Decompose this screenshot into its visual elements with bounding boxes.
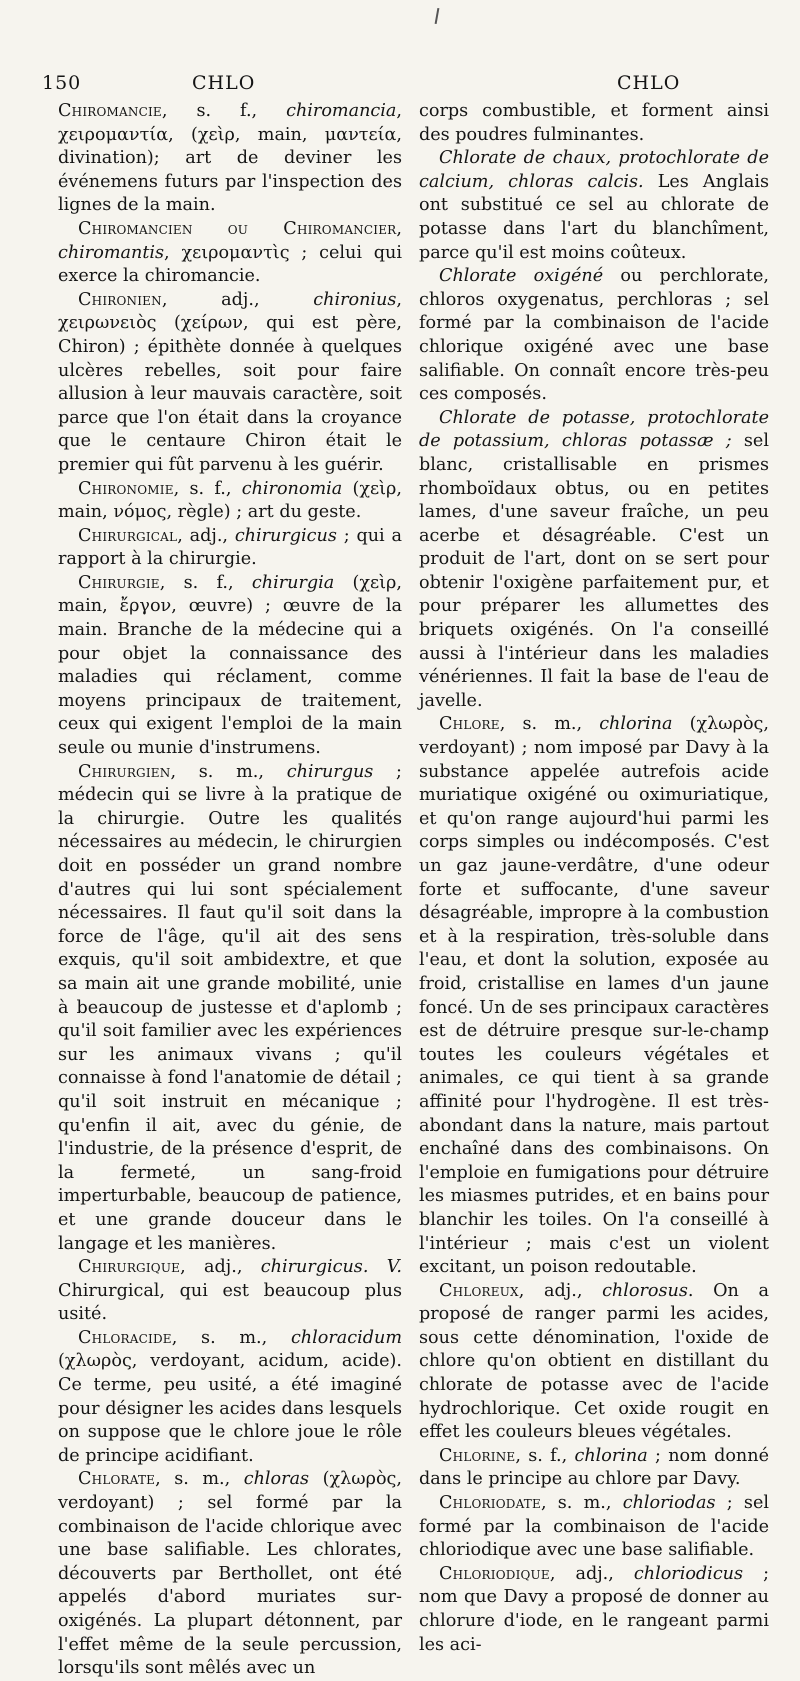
entry-chloriodate: Chloriodate, s. m., chloriodas ; sel formé par la combinaison de l'acide chloriodique avec une base salifiable.: [419, 1493, 769, 1561]
entry-chlorate: Chlorate, s. m., chloras (χλωρὸς, verdoyant) ; sel formé par la combinaison de l'acide chlorique avec une base salifiable. Les chlorates, découverts par Berthollet, ont été appelés d'abord muriates sur-oxigénés. La plupart détonnent, par l'effet même de la seule percussion, lorsqu'ils sont mêlés avec un: [58, 1469, 402, 1679]
entry-chirurgical: Chirurgical, adj., chirurgicus ; qui a rapport à la chirurgie.: [58, 525, 402, 570]
entry-chirurgie: Chirurgie, s. f., chirurgia (χεὶρ, main, ἔργον, œuvre) ; œuvre de la main. Branche de la médecine qui a pour objet la connaissance des maladies qui réclament, comme moyens principaux de traitement, ceux qui exigent l'emploi de la main seule ou munie d'instrumens.: [58, 572, 402, 759]
guide-word-left: CHLO: [192, 72, 256, 94]
entry-chlore: Chlore, s. m., chlorina (χλωρὸς, verdoyant) ; nom imposé par Davy à la substance appelée autrefois acide muriatique oxigéné ou oximuriatique, et qu'on range aujourd'hui parmi les corps simples ou indécomposés. C'est un gaz jaune-verdâtre, d'une odeur forte et suffocante, d'une saveur désagréable, impropre à la combustion et à la respiration, très-soluble dans l'eau, et dont la solution, exposée au froid, cristallise en lames d'un jaune foncé. Un de ses principaux caractères est de détruire presque sur-le-champ toutes les couleurs végétales et animales, ce qui tient à sa grande affinité pour l'hydrogène. Il est très-abondant dans la nature, mais partout enchaîné dans des combinaisons. On l'emploie en fumigations pour détruire les miasmes putrides, et en bains pour blanchir les toiles. On l'a conseillé à l'intérieur ; mais c'est un violent excitant, un poison redoutable.: [419, 714, 769, 1278]
entry-chloriodique: Chloriodique, adj., chloriodicus ; nom que Davy a proposé de donner au chlorure d'iode, en le rangeant parmi les aci-: [419, 1563, 769, 1655]
page-number: 150: [42, 72, 82, 94]
entry-chloracide: Chloracide, s. m., chloracidum (χλωρὸς, verdoyant, acidum, acide). Ce terme, peu usité, a été imaginé pour désigner les acides dans lesquels on suppose que le chlore joue le rôle de principe acidifiant.: [58, 1327, 402, 1466]
entry-chiromancie: Chiromancie, s. f., chiromancia, χειρομαντία, (χεὶρ, main, μαντεία, divination); art de deviner les événemens futurs par l'inspection des lignes de la main.: [58, 101, 402, 216]
entry-chlorine: Chlorine, s. f., chlorina ; nom donné dans le principe au chlore par Davy.: [419, 1445, 769, 1490]
entry-chiromancien: Chiromancien ou Chiromancier, chiromantis, χειρομαντὶς ; celui qui exerce la chiromancie.: [58, 218, 402, 287]
running-header: [42, 72, 782, 102]
entry-chlorate-de-potasse: Chlorate de potasse, protochlorate de potassium, chloras potassæ ; sel blanc, cristallisable en prismes rhomboïdaux obtus, ou en petites lames, d'une saveur fraîche, un peu acerbe et désagréable. C'est un produit de l'art, dont on se sert pour obtenir l'oxigène parfaitement pur, et pour préparer les allumettes des briquets oxigénés. On l'a conseillé aussi à l'intérieur dans les maladies vénériennes. Il fait la base de l'eau de javelle.: [419, 407, 769, 711]
entry-chironomie: Chironomie, s. f., chironomia (χεὶρ, main, νόμος, règle) ; art du geste.: [58, 478, 402, 523]
entry-chloreux: Chloreux, adj., chlorosus. On a proposé de ranger parmi les acides, sous cette dénomination, l'oxide de chlore qu'on obtient en distillant du chlorate de potasse avec de l'acide hydrochlorique. Cet oxide rougit en effet les couleurs bleues végétales.: [419, 1280, 769, 1443]
entry-chirurgien: Chirurgien, s. m., chirurgus ; médecin qui se livre à la pratique de la chirurgie. Outre les qualités nécessaires au médecin, le chirurgien doit en posséder un grand nombre d'autres qui lui sont spécialement nécessaires. Il faut qu'il soit dans la force de l'âge, qu'il ait des sens exquis, qu'il soit ambidextre, et que sa main ait une grande mobilité, unie à beaucoup de justesse et d'aplomb ; qu'il soit familier avec les expériences sur les animaux vivans ; qu'il connaisse à fond l'anatomie de détail ; qu'il soit instruit en mécanique ; qu'enfin il ait, avec du génie, de l'industrie, de la présence d'esprit, de la fermeté, un sang-froid imperturbable, beaucoup de patience, et une grande douceur dans le langage et les manières.: [58, 761, 402, 1254]
entry-chlorate-de-chaux: Chlorate de chaux, protochlorate de calcium, chloras calcis. Les Anglais ont substitué ce sel au chlorate de potasse dans l'art du blanchîment, parce qu'il est moins coûteux.: [419, 148, 769, 263]
right-column: [419, 100, 769, 1657]
entry-chironien: Chironien, adj., chironius, χειρωνειὸς (χείρων, qui est père, Chiron) ; épithète donnée à quelques ulcères rebelles, soit pour faire allusion à leur mauvais caractère, soit parce que l'on était dans la croyance que le centaure Chiron était le premier qui fût parvenu à les guérir.: [58, 289, 402, 475]
entry-chlorate-oxigene: Chlorate oxigéné ou perchlorate, chloros oxygenatus, perchloras ; sel formé par la combinaison de l'acide chlorique oxigéné avec une base salifiable. On connaît encore très-peu ces composés.: [419, 266, 769, 405]
entry-chirurgique: Chirurgique, adj., chirurgicus. V. Chirurgical, qui est beaucoup plus usité.: [58, 1257, 402, 1325]
left-column: [58, 100, 402, 1681]
guide-word-right: CHLO: [617, 72, 681, 94]
entry-chlorate-continued: corps combustible, et forment ainsi des poudres fulminantes.: [419, 101, 769, 145]
margin-mark: [435, 8, 440, 24]
